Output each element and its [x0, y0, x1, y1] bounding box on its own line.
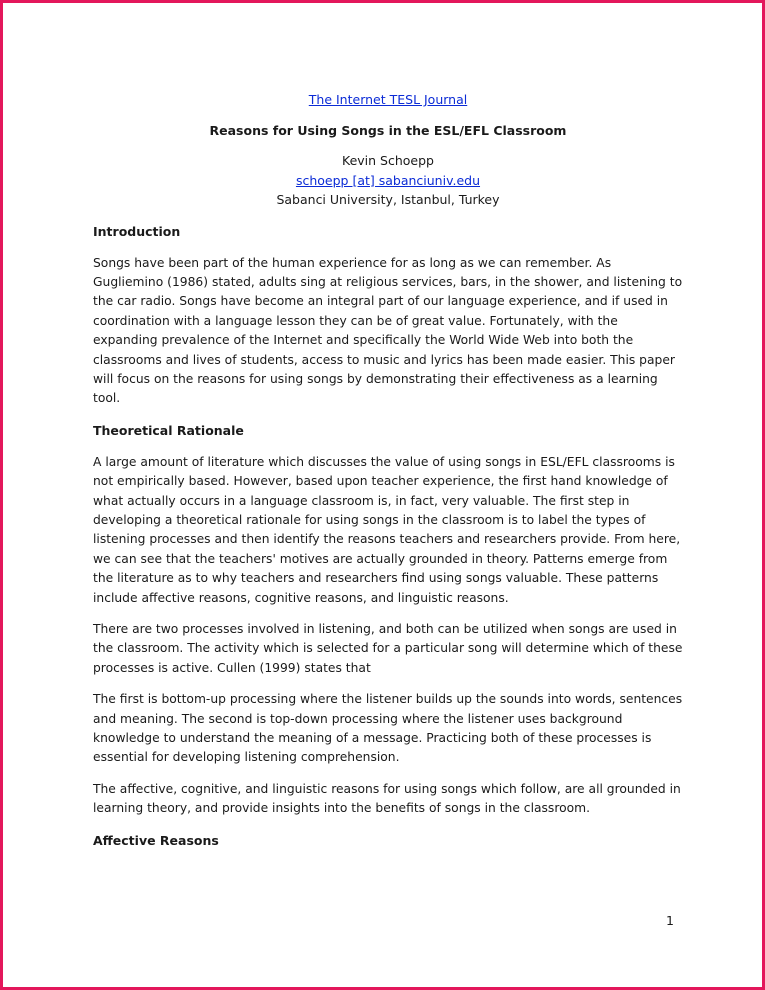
document-content [93, 89, 683, 863]
author-affiliation: Sabanci University, Istanbul, Turkey [276, 192, 500, 207]
paragraph-theoretical-4: The affective, cognitive, and linguistic reasons for using songs which follow, are all grounded in learning theory, and provide insights into the benefits of songs in the classroom. [93, 781, 681, 816]
heading-introduction: Introduction [93, 223, 181, 239]
page-number: 1 [666, 913, 674, 928]
heading-theoretical-rationale: Theoretical Rationale [93, 422, 244, 438]
journal-link[interactable]: The Internet TESL Journal [308, 92, 468, 107]
author-name: Kevin Schoepp [342, 153, 434, 168]
paragraph-theoretical-2: There are two processes involved in listening, and both can be utilized when songs are used in the classroom. The activity which is selected for a particular song will determine which of these processes is active. Cullen (1999) states that [93, 622, 683, 675]
document-header [93, 89, 683, 210]
author-email-link[interactable]: schoepp [at] sabanciuniv.edu [295, 172, 481, 188]
heading-affective-reasons: Affective Reasons [93, 832, 219, 848]
paragraph-theoretical-3: The first is bottom-up processing where the listener builds up the sounds into words, sentences and meaning. The second is top-down processing where the listener uses background knowledge to understand the meaning of a message. Practicing both of these processes is essential for developing listening comprehension. [93, 692, 683, 765]
document-title: Reasons for Using Songs in the ESL/EFL Classroom [209, 123, 567, 138]
paragraph-introduction: Songs have been part of the human experience for as long as we can remember. As Gugliemino (1986) stated, adults sing at religious services, bars, in the shower, and listening to the car radio. Songs have become an integral part of our language experience, and if used in coordination with a language lesson they can be of great value. Fortunately, with the expanding prevalence of the Internet and specifically the World Wide Web into both the classrooms and lives of students, access to music and lyrics has been made easier. This paper will focus on the reasons for using songs by demonstrating their effectiveness as a learning tool. [93, 255, 683, 406]
paragraph-theoretical-1: A large amount of literature which discusses the value of using songs in ESL/EFL classrooms is not empirically based. However, based upon teacher experience, the first hand knowledge of what actually occurs in a language classroom is, in fact, very valuable. The first step in developing a theoretical rationale for using songs in the classroom is to label the types of listening processes and then identify the reasons teachers and researchers provide. From here, we can see that the teachers' motives are actually grounded in theory. Patterns emerge from the literature as to why teachers and researchers find using songs valuable. These patterns include affective reasons, cognitive reasons, and linguistic reasons. [93, 454, 681, 605]
